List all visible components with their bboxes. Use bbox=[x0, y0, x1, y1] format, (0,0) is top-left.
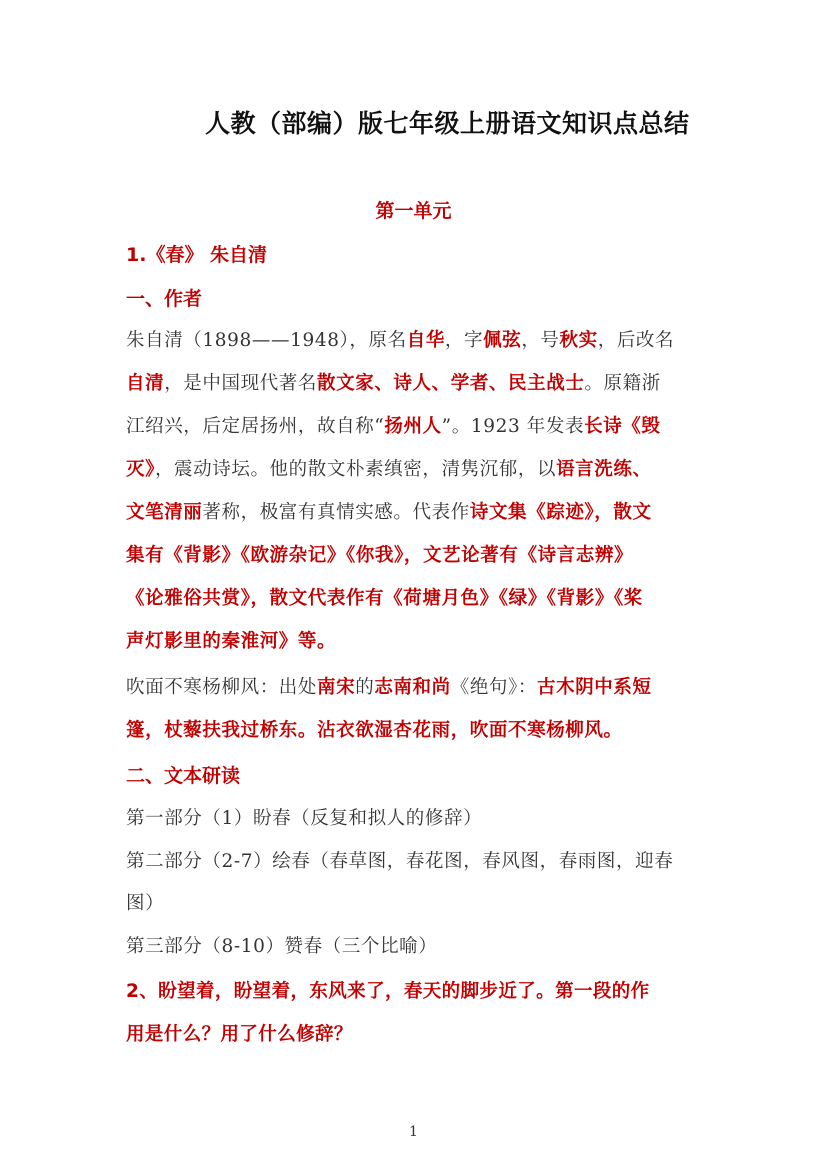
highlighted-text: 扬州人 bbox=[384, 416, 442, 437]
plain-text: 。原籍浙 bbox=[584, 373, 661, 394]
highlighted-text: 秋实 bbox=[559, 330, 598, 351]
highlighted-text: 声灯影里的秦淮河》等。 bbox=[126, 631, 337, 652]
highlighted-text: 长诗《毁 bbox=[584, 416, 661, 437]
study-line: 第一部分（1）盼春（反复和拟人的修辞） bbox=[126, 808, 483, 829]
plain-text: ，号 bbox=[521, 330, 560, 351]
unit-heading: 第一单元 bbox=[375, 200, 452, 222]
plain-text: 朱自清（1898——1948），原名 bbox=[126, 330, 407, 351]
question-line: 2、盼望着，盼望着，东风来了，春天的脚步近了。第一段的作 bbox=[126, 981, 650, 1002]
author-line bbox=[126, 673, 706, 699]
highlighted-text: 集有《背影》《欧游杂记》《你我》，文艺论著有《诗言志辨》 bbox=[126, 545, 634, 566]
plain-text: ”。1923 年发表 bbox=[441, 416, 585, 437]
highlighted-text: 志南和尚 bbox=[374, 677, 451, 698]
section-heading-author: 一、作者 bbox=[126, 288, 203, 310]
plain-text: ，震动诗坛。他的散文朴素缜密，清隽沉郁，以 bbox=[154, 459, 557, 480]
plain-text: 《绝句》： bbox=[450, 677, 537, 698]
highlighted-text: 古木阴中系短 bbox=[537, 677, 652, 698]
highlighted-text: 灭》 bbox=[126, 459, 155, 480]
highlighted-text: 自华 bbox=[406, 330, 445, 351]
plain-text: 著称，极富有真情实感。代表作 bbox=[202, 502, 470, 523]
author-line bbox=[126, 498, 706, 524]
plain-text: 江绍兴，后定居扬州，故自称“ bbox=[126, 416, 385, 437]
author-line bbox=[126, 412, 706, 438]
document-title: 人教（部编）版七年级上册语文知识点总结 bbox=[205, 109, 690, 138]
author-line bbox=[126, 455, 706, 481]
author-line bbox=[126, 326, 706, 352]
plain-text: 吹面不寒杨柳风：出处 bbox=[126, 677, 318, 698]
highlighted-text: 《论雅俗共赏》，散文代表作有《荷塘月色》《绿》《背影》《桨 bbox=[126, 588, 643, 609]
plain-text: ，字 bbox=[444, 330, 484, 351]
plain-text: ，是中国现代著名 bbox=[164, 373, 318, 394]
question-line: 用是什么？用了什么修辞？ bbox=[126, 1024, 353, 1045]
author-line bbox=[126, 627, 706, 653]
section-heading-text-study: 二、文本研读 bbox=[126, 765, 241, 787]
author-line bbox=[126, 716, 706, 742]
page-number: 1 bbox=[409, 1124, 418, 1140]
author-line bbox=[126, 541, 706, 567]
study-line: 第三部分（8-10）赞春（三个比喻） bbox=[126, 936, 438, 957]
highlighted-text: 文笔清丽 bbox=[126, 502, 203, 523]
author-line bbox=[126, 369, 706, 395]
plain-text: 的 bbox=[355, 677, 375, 698]
highlighted-text: 佩弦 bbox=[483, 330, 522, 351]
highlighted-text: 诗文集《踪迹》，散文 bbox=[469, 502, 652, 523]
lesson-heading: 1.《春》 朱自清 bbox=[126, 244, 268, 266]
author-line bbox=[126, 584, 706, 610]
study-line: 第二部分（2-7）绘春（春草图，春花图，春风图，春雨图，迎春 bbox=[126, 851, 674, 872]
highlighted-text: 语言洗练、 bbox=[556, 459, 652, 480]
plain-text: ，后改名 bbox=[597, 330, 675, 351]
highlighted-text: 篷，杖藜扶我过桥东。沾衣欲湿杏花雨，吹面不寒杨柳风。 bbox=[126, 720, 623, 741]
highlighted-text: 散文家、诗人、学者、民主战士 bbox=[317, 373, 585, 394]
study-line: 图） bbox=[126, 893, 165, 914]
highlighted-text: 南宋 bbox=[317, 677, 356, 698]
highlighted-text: 自清 bbox=[126, 373, 165, 394]
